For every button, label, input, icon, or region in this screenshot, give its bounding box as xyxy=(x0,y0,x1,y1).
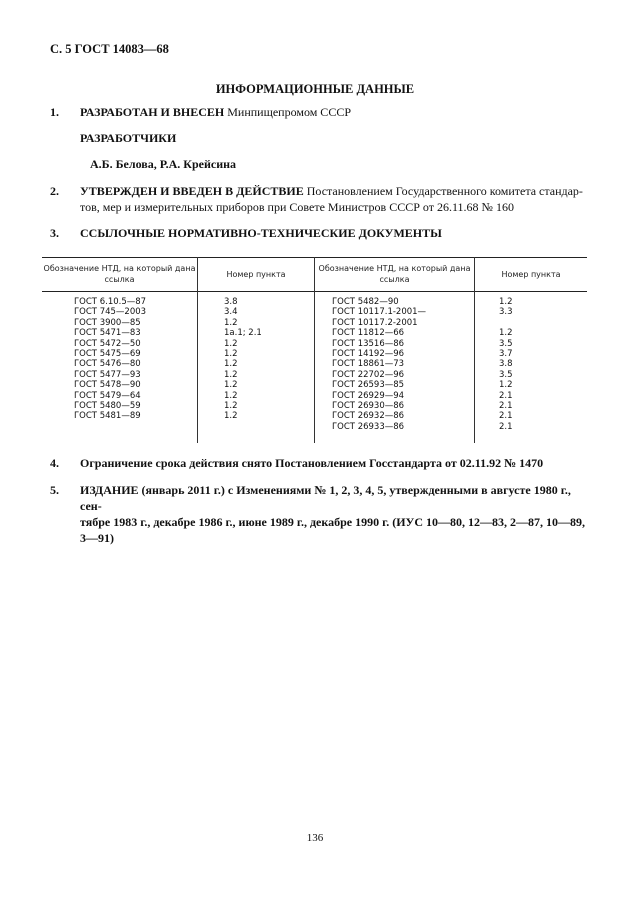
item-4-number: 4. xyxy=(50,456,59,470)
item-1 xyxy=(50,104,585,120)
table-cell: 1.2 xyxy=(224,338,238,349)
left-doc-column xyxy=(74,297,146,422)
item-1-text: Минпищепромом СССР xyxy=(227,105,351,119)
table-cell: 2.1 xyxy=(499,400,513,411)
table-cell: ГОСТ 14192—96 xyxy=(332,348,405,359)
table-cell: 3.7 xyxy=(499,348,513,359)
developers-label: РАЗРАБОТЧИКИ xyxy=(80,131,177,145)
right-doc-column xyxy=(332,297,426,432)
table-cell: 1.2 xyxy=(224,317,238,328)
table-cell: 1.2 xyxy=(499,380,513,391)
table-cell: ГОСТ 18861—73 xyxy=(332,359,405,370)
item-1-number: 1. xyxy=(50,105,59,119)
table-cell: ГОСТ 11812—66 xyxy=(332,328,405,339)
table-cell: ГОСТ 5480—59 xyxy=(74,400,141,411)
table-cell: ГОСТ 26930—86 xyxy=(332,400,405,411)
table-cell: ГОСТ 3900—85 xyxy=(74,317,141,328)
table-cell: ГОСТ 26932—86 xyxy=(332,411,405,422)
table-cell: 2.1 xyxy=(499,411,513,422)
item-2-label: УТВЕРЖДЕН И ВВЕДЕН В ДЕЙСТВИЕ xyxy=(80,184,304,198)
developers-names: А.Б. Белова, Р.А. Крейсина xyxy=(90,157,237,171)
table-cell: ГОСТ 22702—96 xyxy=(332,369,405,380)
page-number: 136 xyxy=(306,832,324,844)
table-cell: ГОСТ 5476—80 xyxy=(74,359,141,370)
table-col-divider xyxy=(474,257,475,443)
table-cell: 1.2 xyxy=(224,380,238,391)
table-cell: 2.1 xyxy=(499,421,513,432)
table-cell: 3.5 xyxy=(499,369,513,380)
table-cell: 3.8 xyxy=(499,359,513,370)
table-cell: 2.1 xyxy=(499,390,513,401)
table-cell: ГОСТ 5478—90 xyxy=(74,380,141,391)
table-cell xyxy=(499,318,513,328)
table-cell: ГОСТ 26593—85 xyxy=(332,380,405,391)
table-cell: ГОСТ 5477—93 xyxy=(74,369,141,380)
header-doc-b: Обозначение НТД, на который дана ссылка xyxy=(318,264,471,284)
table-cell: ГОСТ 10117.2-2001 xyxy=(332,317,418,328)
table-cell: ГОСТ 6.10.5—87 xyxy=(74,297,147,307)
item-2-text: Постановлением Государственного комитета стандар- xyxy=(306,184,583,198)
header-point-b: Номер пункта xyxy=(501,270,561,279)
section-title: ИНФОРМАЦИОННЫЕ ДАННЫЕ xyxy=(215,82,415,96)
table-cell: 1а.1; 2.1 xyxy=(224,328,262,339)
table-cell: ГОСТ 26929—94 xyxy=(332,390,405,401)
table-cell: 3.4 xyxy=(224,307,238,318)
table-cell: 1.2 xyxy=(224,390,238,401)
table-col-divider xyxy=(197,257,198,443)
table-cell: 3.3 xyxy=(499,307,513,318)
page-header: С. 5 ГОСТ 14083—68 xyxy=(50,42,169,56)
right-point-column xyxy=(499,297,513,432)
item-2-number: 2. xyxy=(50,184,59,198)
item-4-text: Ограничение срока действия снято Постановлением Госстандарта от 02.11.92 № 1470 xyxy=(80,456,544,470)
table-cell: ГОСТ 13516—86 xyxy=(332,338,405,349)
item-5-number: 5. xyxy=(50,483,59,497)
item-5-text-cont: тябре 1983 г., декабре 1986 г., июне 1989 г., декабре 1990 г. (ИУС 10—80, 12—83, 2—87, 10—89, xyxy=(80,515,585,529)
item-3 xyxy=(50,225,585,241)
table-cell: 1.2 xyxy=(499,328,513,339)
table-cell: 1.2 xyxy=(224,400,238,411)
table-cell: 1.2 xyxy=(499,297,513,307)
table-cell: 1.2 xyxy=(224,359,238,370)
table-cell: ГОСТ 5471—83 xyxy=(74,328,141,339)
table-cell: ГОСТ 5481—89 xyxy=(74,411,141,422)
table-cell: ГОСТ 5482—90 xyxy=(332,297,399,307)
table-cell: 3.5 xyxy=(499,338,513,349)
table-cell: ГОСТ 26933—86 xyxy=(332,421,405,432)
table-cell: ГОСТ 745—2003 xyxy=(74,307,147,318)
table-cell: 1.2 xyxy=(224,411,238,422)
table-cell: 1.2 xyxy=(224,348,238,359)
item-2-text-cont: тов, мер и измерительных приборов при Совете Министров СССР от 26.11.68 № 160 xyxy=(80,200,514,214)
left-point-column xyxy=(224,297,262,422)
item-3-label: ССЫЛОЧНЫЕ НОРМАТИВНО-ТЕХНИЧЕСКИЕ ДОКУМЕНТЫ xyxy=(80,226,442,240)
header-point-a: Номер пункта xyxy=(226,270,286,279)
item-1-label: РАЗРАБОТАН И ВНЕСЕН xyxy=(80,105,225,119)
header-doc-a: Обозначение НТД, на который дана ссылка xyxy=(43,264,196,284)
table-cell: 3.8 xyxy=(224,297,238,307)
table-cell: 1.2 xyxy=(224,369,238,380)
item-2 xyxy=(50,183,585,215)
item-3-number: 3. xyxy=(50,226,59,240)
table-cell: ГОСТ 10117.1-2001— xyxy=(332,307,427,318)
table-cell: ГОСТ 5475—69 xyxy=(74,348,141,359)
item-5-text-end: 3—91) xyxy=(80,531,114,545)
table-cell: ГОСТ 5479—64 xyxy=(74,390,141,401)
item-4 xyxy=(50,455,585,471)
item-5 xyxy=(50,482,585,546)
item-5-text: (январь 2011 г.) с Изменениями № 1, 2, 3, 4, 5, утвержденными в августе 1980 г., сен- xyxy=(80,483,571,513)
item-5-label: ИЗДАНИЕ xyxy=(80,483,139,497)
table-cell: ГОСТ 5472—50 xyxy=(74,338,141,349)
